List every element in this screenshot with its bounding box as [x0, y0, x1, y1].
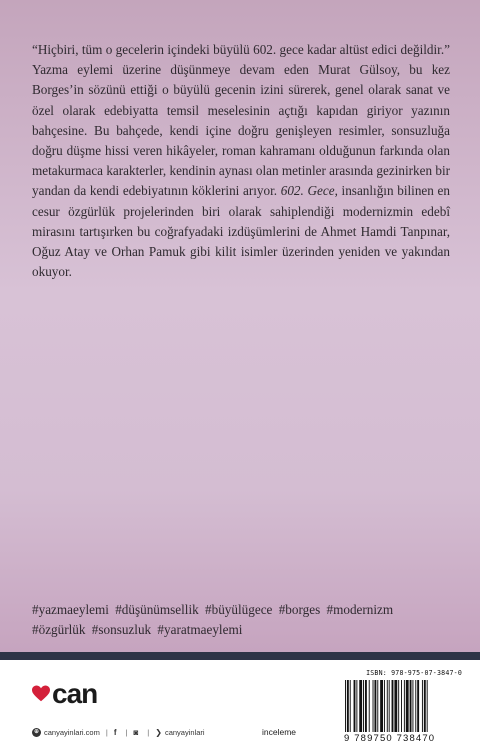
barcode [344, 680, 460, 732]
separator: | [105, 727, 108, 737]
publisher-name: can [52, 678, 98, 709]
hashtag: #yazmaeylemi [32, 602, 109, 617]
barcode-bar [392, 680, 394, 732]
category-label: inceleme [262, 727, 297, 737]
publisher-logo[interactable] [32, 678, 98, 709]
barcode-bar [389, 680, 390, 732]
heart-logo-icon [32, 685, 50, 703]
hashtag: #düşünümsellik [115, 602, 199, 617]
blurb-part-2: , insanlığın bilinen en cesur özgürlük projelerinden biri olarak sahiplendiği modernizmin edebî mirasını tartışırken bu coğrafyadaki izdüşümlerini de Ahmet Hamdi Tanpınar, Oğuz Atay ve Orhan Pamuk gibi kilit isimler üzerinden yeniden ve yakından okuyor. [32, 183, 450, 280]
barcode-bar [369, 680, 370, 732]
barcode-bar [427, 680, 428, 732]
hashtag: #yaratmaeylemi [157, 622, 243, 638]
barcode-bar [347, 680, 349, 732]
barcode-bar [415, 680, 416, 732]
barcode-bar [394, 680, 397, 732]
globe-icon: ⊕ [33, 728, 40, 735]
barcode-bar [380, 680, 383, 732]
barcode-bar [377, 680, 378, 732]
hashtag: #büyülügece [205, 602, 273, 617]
barcode-bar [406, 680, 409, 732]
twitter-icon[interactable]: ❯ [155, 727, 162, 737]
barcode-bar [424, 680, 426, 732]
barcode-bar [350, 680, 351, 732]
separator: | [125, 727, 128, 737]
facebook-icon[interactable]: f [113, 727, 117, 737]
barcode-bar [412, 680, 413, 732]
hashtag: #modernizm [326, 602, 394, 617]
hashtag: #sonsuzluk [91, 622, 152, 638]
barcode-bar [359, 680, 362, 732]
barcode-bar [345, 680, 346, 732]
barcode-number: 9 789750 738470 [344, 733, 436, 744]
barcode-bar [356, 680, 357, 732]
blurb-part-1: “Hiçbiri, tüm o gecelerin içindeki büyülü 602. gece kadar altüst edici değildir.” Yazma eylemi üzerine düşünmeye devam eden Murat Gülsoy, bu kez Borges’in sözünü ettiği o büyülü gecenin izini sürerek, genel olarak sanat ve özel olarak edebiyatta temsil meselesinin açtığı kapıdan giriyor yazının bahçesine. Bu bahçede, kendi içine doğru genişleyen resimler, sonsuzluğa doğru düşme hissi veren hikâyeler, roman kahramanı olduğunun farkında olan metakurmaca karakterler, kendinin aynası olan metinler arasında gezinirken bir yandan da kendi edebiyatının köklerini arıyor. [32, 42, 450, 199]
barcode-bar [354, 680, 356, 732]
hashtag-list [32, 600, 452, 640]
barcode-bar [401, 680, 402, 732]
barcode-bar [363, 680, 364, 732]
footer [0, 660, 480, 750]
hashtag: #özgürlük [32, 622, 86, 638]
blurb-text [32, 40, 450, 282]
separator: | [147, 727, 150, 737]
barcode-bar [384, 680, 385, 732]
barcode-bar [387, 680, 388, 732]
barcode-bar [422, 680, 423, 732]
barcode-bar [404, 680, 405, 732]
barcode-bar [374, 680, 376, 732]
footer-divider [0, 652, 480, 660]
hashtag: #borges [278, 602, 321, 617]
barcode-bar [398, 680, 399, 732]
barcode-bar [410, 680, 412, 732]
isbn-label: ISBN: 978-975-07-3847-0 [366, 669, 462, 677]
barcode-bar [365, 680, 367, 732]
social-handle[interactable]: canyayinlari [164, 727, 205, 737]
instagram-icon[interactable]: ◙ [133, 727, 139, 737]
barcode-bar [373, 680, 374, 732]
website-link[interactable]: canyayinlari.com [44, 727, 100, 737]
contact-bar [32, 725, 205, 739]
book-title: 602. Gece [280, 183, 335, 199]
barcode-bar [417, 680, 419, 732]
